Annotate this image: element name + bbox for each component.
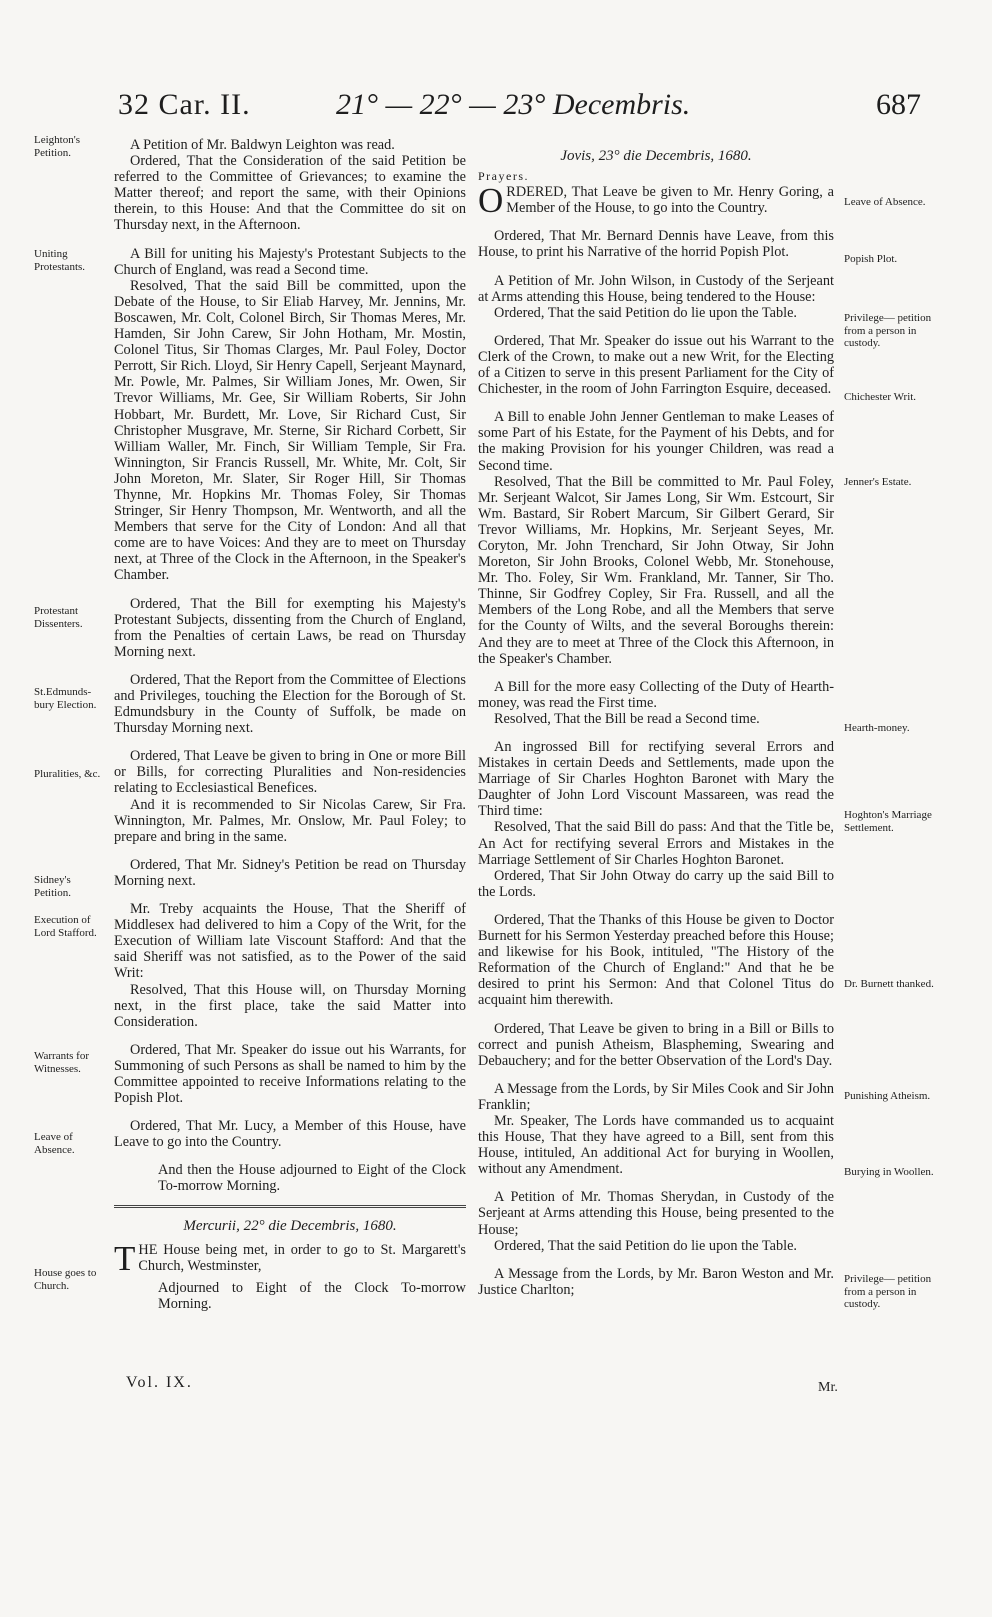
adjournment-line: Adjourned to Eight of the Clock To-morrow Morning. — [158, 1279, 466, 1312]
margin-note: Burying in Woollen. — [844, 1166, 934, 1178]
entry-paragraph: A Bill to enable John Jenner Gentleman to make Leases of some Part of his Estate, for the Payment of his Debts, and for the making Provision for his younger Children, was read a Second time. — [478, 409, 834, 474]
running-head-dates: 21° — 22° — 23° Decembris. — [336, 88, 691, 121]
entry-paragraph: Ordered, That Mr. Bernard Dennis have Leave, from this House, to print his Narrative of the horrid Popish Plot. — [478, 228, 834, 261]
margin-note: Chichester Writ. — [844, 391, 917, 403]
entry-paragraph: And it is recommended to Sir Nicolas Carew, Sir Fra. Winnington, Mr. Palmes, Mr. Onslow, Mr. Paul Foley; to prepare and bring in the same. — [114, 796, 466, 845]
margin-note: Uniting Protestants. — [34, 248, 86, 273]
margin-note: Leighton's Petition. — [34, 134, 80, 159]
margin-note: Hearth-money. — [844, 722, 910, 734]
entry-paragraph: A Message from the Lords, by Mr. Baron Weston and Mr. Justice Charlton; — [478, 1265, 834, 1298]
drop-cap: O — [478, 181, 504, 221]
margin-note: Execution of Lord Stafford. — [34, 914, 97, 939]
entry-paragraph: Mr. Treby acquaints the House, That the Sheriff of Middlesex had delivered to him a Copy of the Writ, for the Execution of William late Viscount Stafford: And that the said Sheriff was not satisfied, as to the Power of the said Writ: — [114, 901, 466, 982]
margin-note: Popish Plot. — [844, 253, 898, 265]
margin-note: Warrants for Witnesses. — [34, 1050, 90, 1075]
margin-note: Sidney's Petition. — [34, 874, 71, 899]
margin-note: Privilege— petition from a person in custody. — [844, 1273, 932, 1310]
drop-cap: T — [114, 1238, 136, 1278]
entry-paragraph: Resolved, That the Bill be committed to Mr. Paul Foley, Mr. Serjeant Walcot, Sir James Long, Sir Wm. Estcourt, Sir Wm. Bastard, Sir Robert Marcum, Sir Gilbert Gerard, Sir Trevor Williams, Mr. Hopkins, Mr. Serjeant Seyes, Mr. Coryton, Mr. John Trenchard, Sir John Otway, Sir John Moreton, Sir John Brooks, Colonel Webb, Mr. Stonehouse, Mr. Tho. Foley, Sir Wm. Frankland, Mr. Tanner, Sir Tho. Thinne, Sir Godfrey Copley, Sir Fra. Russell, and all the Members of the Long Robe, and all the Members that serve for the County of Wilts, and the several Boroughs therein: And they are to meet at Three of the Clock this Afternoon, in the Speaker's Chamber. — [478, 473, 834, 667]
page-number: 687 — [876, 88, 921, 121]
margin-note: Privilege— petition from a person in custody. — [844, 312, 932, 349]
entry-paragraph — [478, 181, 834, 221]
entry-paragraph: Ordered, That Mr. Speaker do issue out his Warrant to the Clerk of the Crown, to make out a new Writ, for the Electing of a Citizen to serve in this present Parliament for the City of Chichester, in the room of John Farrington Esquire, deceased. — [478, 332, 834, 398]
entry-paragraph — [114, 1238, 466, 1278]
entry-paragraph: Ordered, That the Consideration of the said Petition be referred to the Committee of Grievances; to examine the Matter thereof; and report the same, with their Opinions therein, to this House: And that the Committee do sit on Thursday next, in the Afternoon. — [114, 153, 466, 234]
margin-note: St.Edmunds-bury Election. — [34, 686, 97, 711]
entry-paragraph: Ordered, That Mr. Sidney's Petition be read on Thursday Morning next. — [114, 856, 466, 889]
entry-paragraph: A Bill for uniting his Majesty's Protestant Subjects to the Church of England, was read a Second time. — [114, 245, 466, 278]
margin-note: Hoghton's Marriage Settlement. — [844, 809, 932, 834]
entry-paragraph: Ordered, That the Bill for exempting his Majesty's Protestant Subjects, dissenting from the Church of England, from the Penalties of certain Laws, be read on Thursday Morning next. — [114, 595, 466, 660]
day-heading: Jovis, 23° die Decembris, 1680. — [560, 148, 752, 164]
entry-paragraph: Ordered, That Leave be given to bring in One or more Bill or Bills, for correcting Pluralities and Non-residencies relating to Ecclesiastical Benefices. — [114, 748, 466, 797]
entry-paragraph: Ordered, That Sir John Otway do carry up the said Bill to the Lords. — [478, 867, 834, 900]
entry-paragraph: Ordered, That Mr. Speaker do issue out his Warrants, for Summoning of such Persons as shall be named to him by the Committee appointed to receive Informations relating to the Popish Plot. — [114, 1041, 466, 1107]
margin-note: House goes to Church. — [34, 1267, 97, 1292]
entry-paragraph: Resolved, That the said Bill be committed, upon the Debate of the House, to Sir Eliab Harvey, Mr. Jennins, Mr. Boscawen, Mr. Colt, Colonel Birch, Sir Thomas Meres, Mr. Hamden, Sir John Carew, Sir John Hotham, Mr. Mostin, Colonel Titus, Sir Thomas Clarges, Mr. Paul Foley, Doctor Perrott, Sir Rich. Lloyd, Sir Henry Capell, Serjeant Maynard, Mr. Powle, Mr. Palmes, Sir William Jones, Mr. Owen, Sir Trevor Williams, Mr. Gee, Sir William Roberts, Sir John Hobbart, Mr. Burdett, Mr. Love, Sir Richard Cust, Sir Christopher Musgrave, Mr. Sterne, Sir Richard Corbett, Sir William Waller, Mr. Finch, Sir William Temple, Sir Fra. Winnington, Sir Francis Russell, Mr. White, Mr. Colt, Sir John Moreton, Mr. Slater, Sir Roger Hill, Sir Thomas Thynne, Mr. Hopkins Mr. Thomas Foley, Sir Thomas Stringer, Sir Henry Thompson, Mr. Wentworth, and all the Members that serve for the City of London: And all that come are to have Voices: And they are to meet on Thursday next, at Three of the Clock in the Afternoon, in the Speaker's Chamber. — [114, 277, 466, 584]
prayers-heading: Prayers. — [478, 169, 529, 184]
entry-paragraph: Ordered, That Leave be given to bring in a Bill or Bills to correct and punish Atheism, Blaspheming, Swearing and Debauchery; and for the better Observation of the Lord's Day. — [478, 1020, 834, 1069]
margin-note: Pluralities, &c. — [34, 768, 101, 780]
entry-paragraph: Resolved, That the said Bill do pass: And that the Title be, An Act for rectifying several Errors and Mistakes in the Marriage Settlement of Sir Charles Hoghton Baronet. — [478, 819, 834, 868]
margin-note: Leave of Absence. — [844, 196, 926, 208]
entry-paragraph: Ordered, That the Thanks of this House be given to Doctor Burnett for his Sermon Yesterday preached before this House; and likewise for his Book, intituled, "The History of the Reformation of the Church of England:" And that he be desired to print his Sermon: And that Colonel Titus do acquaint him therewith. — [478, 911, 834, 1009]
entry-paragraph: Mr. Speaker, The Lords have commanded us to acquaint this House, That they have agreed to a Bill, sent from this House, intituled, An additional Act for burying in Woollen, without any Amendment. — [478, 1112, 834, 1178]
adjournment-line: And then the House adjourned to Eight of the Clock To-morrow Morning. — [158, 1162, 466, 1195]
entry-paragraph: Resolved, That the Bill be read a Second time. — [494, 710, 760, 727]
left-column — [114, 137, 466, 1312]
entry-text: RDERED, That Leave be given to Mr. Henry Goring, a Member of the House, to go into the Country. — [506, 184, 834, 217]
section-divider — [114, 1205, 466, 1208]
entry-paragraph: Ordered, That the said Petition do lie upon the Table. — [494, 304, 798, 321]
catchword: Mr. — [818, 1380, 838, 1395]
entry-text: HE House being met, in order to go to St. Margarett's Church, Westminster, — [138, 1241, 466, 1274]
entry-paragraph: A Petition of Mr. Thomas Sherydan, in Custody of the Serjeant at Arms attending this House, being presented to the House; — [478, 1189, 834, 1238]
margin-note: Punishing Atheism. — [844, 1090, 931, 1102]
day-heading: Mercurii, 22° die Decembris, 1680. — [183, 1217, 397, 1234]
entry-paragraph: An ingrossed Bill for rectifying several Errors and Mistakes in certain Deeds and Settlements, made upon the Marriage of Sir Charles Hoghton Baronet with Mary the Daughter of John Lord Viscount Massareen, was read the Third time: — [478, 739, 834, 820]
margin-note: Leave of Absence. — [34, 1131, 75, 1156]
entry-paragraph: Ordered, That Mr. Lucy, a Member of this House, have Leave to go into the Country. — [114, 1118, 466, 1151]
entry-paragraph: Resolved, That this House will, on Thursday Morning next, in the first place, take the said Matter into Consideration. — [114, 981, 466, 1030]
entry-paragraph: A Bill for the more easy Collecting of the Duty of Hearth-money, was read the First time. — [478, 678, 834, 711]
margin-note: Protestant Dissenters. — [34, 605, 83, 630]
entry-paragraph: A Petition of Mr. Baldwyn Leighton was read. — [130, 137, 395, 153]
entry-paragraph: A Petition of Mr. John Wilson, in Custody of the Serjeant at Arms attending this House, being tendered to the House: — [478, 272, 834, 305]
entry-paragraph: A Message from the Lords, by Sir Miles Cook and Sir John Franklin; — [478, 1080, 834, 1113]
volume-signature: Vol. IX. — [126, 1374, 193, 1391]
entry-paragraph: Ordered, That the Report from the Committee of Elections and Privileges, touching the Election for the Borough of St. Edmundsbury in the County of Suffolk, be made on Thursday Morning next. — [114, 671, 466, 737]
running-head-regnal-year: 32 Car. II. — [118, 88, 251, 121]
margin-note: Jenner's Estate. — [844, 476, 912, 488]
right-column — [478, 148, 834, 1298]
margin-note: Dr. Burnett thanked. — [844, 978, 934, 990]
entry-paragraph: Ordered, That the said Petition do lie upon the Table. — [494, 1237, 798, 1254]
